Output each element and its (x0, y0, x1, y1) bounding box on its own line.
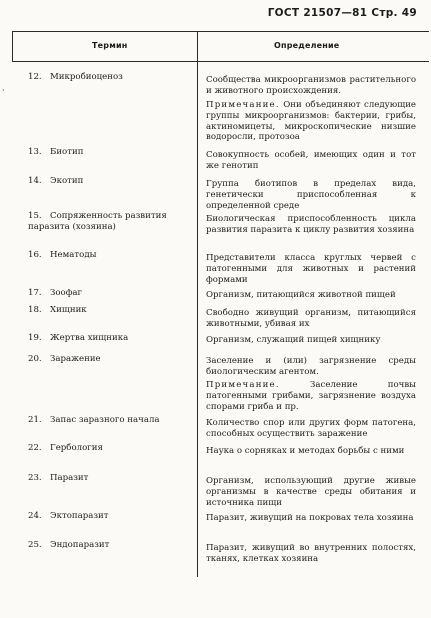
table-row-term (28, 473, 193, 484)
term-number: 23. (28, 473, 42, 483)
column-header-definition: Определение (274, 41, 340, 50)
table-row-definition: Сообщества микроорганизмов растительного и животного происхождения. (206, 75, 416, 96)
table-row-term (28, 511, 193, 522)
table-row-term (28, 415, 193, 426)
term-name: Паразит (50, 473, 89, 483)
table-row-definition: Паразит, живущий на покровах тела хозяина (206, 513, 414, 523)
table-row-term (28, 176, 193, 187)
table-row-term (28, 305, 193, 316)
table-row-term (28, 250, 193, 261)
term-number: 21. (28, 415, 42, 425)
table-row-definition: Заселение и (или) загрязнение среды биологическим агентом. (206, 356, 416, 377)
table-row-definition: Свободно живущий организм, питающийся животными, убивая их (206, 308, 416, 329)
term-number: 20. (28, 354, 42, 364)
table-row-note (206, 100, 416, 143)
term-number: 16. (28, 250, 42, 260)
margin-mark: · (2, 86, 5, 95)
term-name: Микробиоценоз (50, 72, 123, 82)
term-name: Биотип (50, 147, 84, 157)
term-number: 19. (28, 333, 42, 343)
term-name: Гербология (50, 443, 103, 453)
table-row-definition: Наука о сорняках и методах борьбы с ними (206, 446, 405, 456)
table-row-note (206, 380, 416, 412)
table-row-definition: Совокупность особей, имеющих один и тот же генотип (206, 150, 416, 171)
table-row-term (28, 72, 193, 83)
table-row-term (28, 354, 193, 365)
table-row-definition: Биологическая приспособленность цикла развития паразита к циклу развития хозяина (206, 214, 416, 235)
column-header-term: Термин (92, 41, 128, 50)
term-name: Экотип (50, 176, 84, 186)
table-row-term (28, 147, 193, 158)
term-name: Зоофаг (50, 288, 83, 298)
table-row-term (28, 540, 193, 551)
table-row-definition: Группа биотипов в пределах вида, генетически приспособленная к определенной среде (206, 179, 416, 211)
term-name: Эндопаразит (50, 540, 110, 550)
note-text: Они объединяют следующие группы микроорганизмов: бактерии, грибы, актиномицеты, микроскопические низшие водоросли, протозоа (206, 100, 417, 143)
term-number: 18. (28, 305, 42, 315)
table-row-definition: Представители класса круглых червей с патогенными для животных и растений формами (206, 253, 416, 285)
table-row-definition: Количество спор или других форм патогена, способных осуществить заражение (206, 418, 416, 439)
term-number: 22. (28, 443, 42, 453)
table-header-rule (12, 61, 429, 62)
term-number: 17. (28, 288, 42, 298)
table-row-term (28, 211, 193, 233)
term-number: 13. (28, 147, 42, 157)
table-row-definition: Организм, служащий пищей хищнику (206, 335, 381, 345)
term-number: 14. (28, 176, 42, 186)
table-row-term (28, 288, 193, 299)
term-name: Эктопаразит (50, 511, 109, 521)
term-name: Сопряженность развития паразита (хозяина) (28, 211, 167, 232)
term-name: Хищник (50, 305, 87, 315)
term-name: Жертва хищника (50, 333, 129, 343)
term-number: 24. (28, 511, 42, 521)
note-text: Заселение почвы патогенными грибами, загрязнение воздуха спорами гриба и пр. (206, 380, 416, 412)
column-divider (197, 31, 198, 577)
table-row-term (28, 443, 193, 454)
term-number: 15. (28, 211, 42, 221)
table-row-definition: Паразит, живущий во внутренних полостях, тканях, клетках хозяина (206, 543, 416, 564)
term-number: 12. (28, 72, 42, 82)
term-number: 25. (28, 540, 42, 550)
term-name: Запас заразного начала (50, 415, 160, 425)
table-left-rule (12, 31, 13, 62)
table-top-rule (12, 31, 429, 32)
term-name: Заражение (50, 354, 101, 364)
note-label: Примечание. (206, 380, 280, 390)
table-row-term (28, 333, 193, 344)
term-name: Нематоды (50, 250, 97, 260)
page-header: ГОСТ 21507—81 Стр. 49 (267, 7, 417, 19)
table-row-definition: Организм, использующий другие живые организмы в качестве среды обитания и источника пищи (206, 476, 416, 508)
table-row-definition: Организм, питающийся животной пищей (206, 290, 396, 300)
note-label: Примечание. (206, 100, 280, 110)
